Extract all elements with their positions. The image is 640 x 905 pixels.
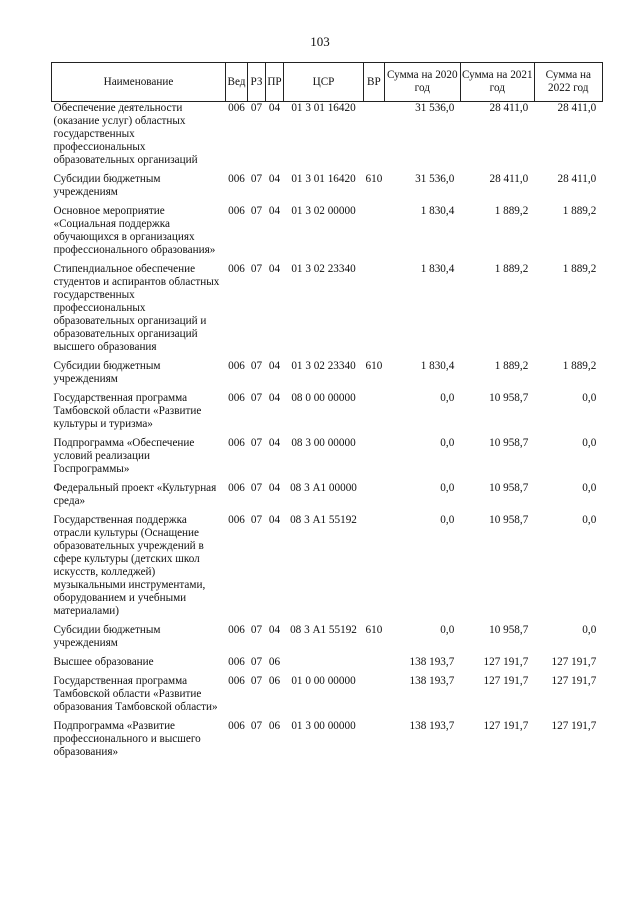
table-body	[52, 102, 603, 766]
cell-name: Субсидии бюджетным учреждениям	[53, 360, 161, 385]
cell-rz: 07	[250, 656, 263, 668]
table-row	[52, 263, 603, 360]
cell-sum-2020: 31 536,0	[415, 102, 455, 114]
cell-sum-2020: 1 830,4	[420, 360, 455, 372]
cell-sum-2021: 127 191,7	[483, 720, 529, 732]
cell-sum-2022: 1 889,2	[562, 360, 597, 372]
table-row	[52, 624, 603, 656]
cell-sum-2020: 138 193,7	[409, 720, 455, 732]
cell-rz: 07	[250, 263, 263, 275]
cell-vr	[364, 675, 385, 720]
table-row	[52, 482, 603, 514]
cell-sum-2021: 10 958,7	[489, 392, 529, 404]
cell-name: Стипендиальное обеспечение студентов и аспирантов областных государственных профессиональных образовательных организаций и образовательных организаций высшего образования	[53, 263, 220, 353]
table-row	[52, 392, 603, 437]
cell-sum-2022: 127 191,7	[551, 656, 597, 668]
cell-pr: 04	[268, 482, 281, 494]
cell-rz: 07	[250, 482, 263, 494]
cell-name: Государственная программа Тамбовской области «Развитие культуры и туризма»	[53, 392, 202, 430]
cell-name: Подпрограмма «Развитие профессионального и высшего образования»	[53, 720, 201, 758]
cell-sum-2022: 127 191,7	[551, 675, 597, 687]
cell-ved: 006	[228, 360, 245, 372]
cell-sum-2022: 0,0	[582, 624, 597, 636]
cell-vr	[364, 720, 385, 765]
header-sum-2022: Сумма на 2022 год	[534, 63, 602, 102]
budget-table	[51, 62, 603, 765]
cell-name: Субсидии бюджетным учреждениям	[53, 624, 161, 649]
cell-rz: 07	[250, 392, 263, 404]
cell-csr: 01 3 01 16420	[291, 173, 356, 185]
cell-sum-2020: 1 830,4	[420, 263, 455, 275]
cell-vr	[364, 263, 385, 360]
cell-pr: 04	[268, 624, 281, 636]
table-row	[52, 102, 603, 174]
table-row	[52, 720, 603, 765]
cell-csr: 08 0 00 00000	[291, 392, 356, 404]
cell-pr: 06	[268, 720, 281, 732]
header-rz: РЗ	[248, 63, 266, 102]
cell-sum-2020: 1 830,4	[420, 205, 455, 217]
cell-ved: 006	[228, 720, 245, 732]
cell-csr: 01 3 02 23340	[291, 360, 356, 372]
cell-vr	[364, 205, 385, 263]
table-header-row	[52, 63, 603, 102]
header-ved: Вед	[226, 63, 248, 102]
cell-ved: 006	[228, 263, 245, 275]
cell-sum-2021: 28 411,0	[489, 173, 529, 185]
header-pr: ПР	[266, 63, 284, 102]
cell-ved: 006	[228, 514, 245, 526]
cell-csr: 01 3 01 16420	[291, 102, 356, 114]
cell-sum-2021: 10 958,7	[489, 624, 529, 636]
cell-rz: 07	[250, 102, 263, 114]
cell-sum-2022: 1 889,2	[562, 263, 597, 275]
cell-rz: 07	[250, 437, 263, 449]
table-row	[52, 205, 603, 263]
cell-vr	[364, 514, 385, 624]
cell-sum-2022: 0,0	[582, 482, 597, 494]
cell-sum-2020: 31 536,0	[415, 173, 455, 185]
cell-name: Государственная программа Тамбовской области «Развитие образования Тамбовской области»	[53, 675, 218, 713]
cell-sum-2021: 10 958,7	[489, 514, 529, 526]
cell-pr: 04	[268, 173, 281, 185]
cell-name: Обеспечение деятельности (оказание услуг) областных государственных профессиональных образовательных организаций	[53, 102, 198, 166]
cell-sum-2020: 0,0	[440, 392, 455, 404]
cell-sum-2020: 0,0	[440, 482, 455, 494]
cell-name: Высшее образование	[53, 656, 154, 668]
cell-vr	[364, 656, 385, 675]
cell-name: Субсидии бюджетным учреждениям	[53, 173, 161, 198]
cell-pr: 04	[268, 514, 281, 526]
cell-name: Государственная поддержка отрасли культуры (Оснащение образовательных учреждений в сфере культуры (детских школ искусств, колледжей) музыкальными инструментами, оборудованием и учебными материалами)	[53, 514, 206, 617]
cell-sum-2021: 1 889,2	[494, 205, 529, 217]
cell-ved: 006	[228, 656, 245, 668]
cell-sum-2020: 0,0	[440, 514, 455, 526]
cell-name: Федеральный проект «Культурная среда»	[53, 482, 217, 507]
cell-sum-2022: 0,0	[582, 514, 597, 526]
cell-sum-2022: 127 191,7	[551, 720, 597, 732]
cell-sum-2022: 0,0	[582, 437, 597, 449]
page-number: 103	[310, 34, 330, 49]
table-row	[52, 656, 603, 675]
table-row	[52, 514, 603, 624]
cell-pr: 04	[268, 437, 281, 449]
cell-vr	[364, 102, 385, 174]
cell-vr: 610	[365, 173, 383, 185]
cell-csr: 01 0 00 00000	[291, 675, 356, 687]
cell-pr: 06	[268, 656, 281, 668]
header-name: Наименование	[52, 63, 226, 102]
cell-pr: 06	[268, 675, 281, 687]
cell-vr: 610	[365, 360, 383, 372]
cell-csr	[284, 656, 364, 675]
cell-ved: 006	[228, 675, 245, 687]
header-sum-2021: Сумма на 2021 год	[460, 63, 534, 102]
cell-ved: 006	[228, 173, 245, 185]
cell-sum-2021: 127 191,7	[483, 656, 529, 668]
header-sum-2020: Сумма на 2020 год	[384, 63, 460, 102]
cell-vr	[364, 437, 385, 482]
cell-pr: 04	[268, 205, 281, 217]
cell-ved: 006	[228, 205, 245, 217]
cell-vr	[364, 392, 385, 437]
cell-sum-2022: 1 889,2	[562, 205, 597, 217]
cell-csr: 01 3 02 00000	[291, 205, 356, 217]
cell-vr	[364, 482, 385, 514]
cell-rz: 07	[250, 514, 263, 526]
cell-ved: 006	[228, 482, 245, 494]
cell-ved: 006	[228, 392, 245, 404]
cell-pr: 04	[268, 360, 281, 372]
cell-sum-2020: 0,0	[440, 437, 455, 449]
cell-csr: 08 3 00 00000	[291, 437, 356, 449]
cell-sum-2022: 0,0	[582, 392, 597, 404]
cell-sum-2021: 28 411,0	[489, 102, 529, 114]
cell-sum-2020: 0,0	[440, 624, 455, 636]
cell-sum-2021: 10 958,7	[489, 482, 529, 494]
cell-rz: 07	[250, 675, 263, 687]
cell-csr: 08 3 А1 55192	[290, 624, 357, 636]
cell-sum-2022: 28 411,0	[557, 173, 597, 185]
cell-rz: 07	[250, 720, 263, 732]
cell-sum-2021: 1 889,2	[494, 263, 529, 275]
cell-rz: 07	[250, 624, 263, 636]
cell-sum-2022: 28 411,0	[557, 102, 597, 114]
cell-rz: 07	[250, 360, 263, 372]
header-vr: ВР	[364, 63, 385, 102]
cell-sum-2021: 127 191,7	[483, 675, 529, 687]
cell-pr: 04	[268, 102, 281, 114]
table-row	[52, 675, 603, 720]
table-row	[52, 360, 603, 392]
table-row	[52, 437, 603, 482]
cell-csr: 01 3 02 23340	[291, 263, 356, 275]
cell-rz: 07	[250, 205, 263, 217]
cell-sum-2020: 138 193,7	[409, 675, 455, 687]
cell-rz: 07	[250, 173, 263, 185]
cell-csr: 08 3 А1 55192	[290, 514, 357, 526]
cell-name: Основное мероприятие «Социальная поддержка обучающихся в организациях профессионального образования»	[53, 205, 216, 256]
cell-vr: 610	[365, 624, 383, 636]
header-csr: ЦСР	[284, 63, 364, 102]
cell-sum-2021: 10 958,7	[489, 437, 529, 449]
table-row	[52, 173, 603, 205]
cell-ved: 006	[228, 102, 245, 114]
cell-name: Подпрограмма «Обеспечение условий реализации Госпрограммы»	[53, 437, 195, 475]
cell-sum-2020: 138 193,7	[409, 656, 455, 668]
cell-pr: 04	[268, 392, 281, 404]
cell-sum-2021: 1 889,2	[494, 360, 529, 372]
cell-ved: 006	[228, 624, 245, 636]
cell-csr: 01 3 00 00000	[291, 720, 356, 732]
cell-pr: 04	[268, 263, 281, 275]
cell-ved: 006	[228, 437, 245, 449]
cell-csr: 08 3 А1 00000	[290, 482, 357, 494]
